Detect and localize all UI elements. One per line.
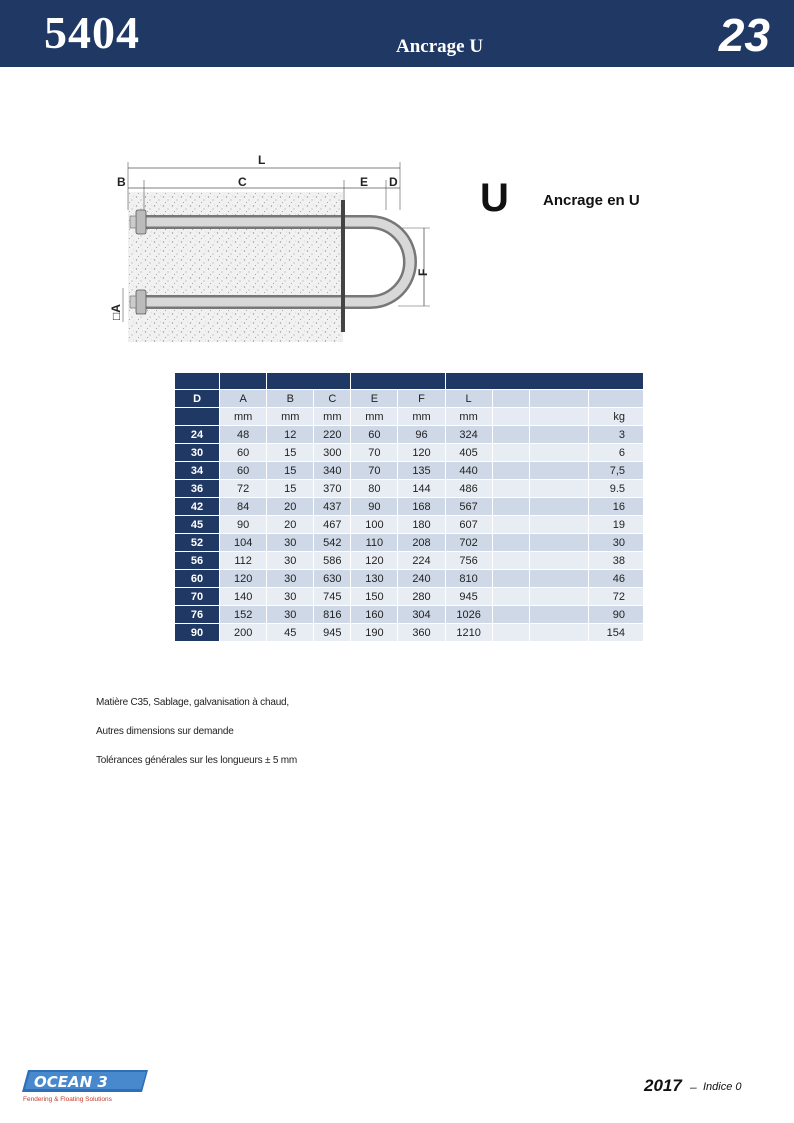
table-cell: 437 (314, 498, 350, 515)
table-cell: 144 (398, 480, 444, 497)
product-code: 5404 (44, 7, 140, 58)
table-cell: 60 (351, 426, 397, 443)
table-header-cell (493, 390, 529, 407)
table-row (175, 498, 643, 515)
diameter-cell: 76 (175, 606, 219, 623)
dim-label-D: D (389, 175, 398, 189)
table-cell (530, 552, 588, 569)
table-header-cell: D (175, 390, 219, 407)
table-cell: 810 (446, 570, 492, 587)
diameter-cell: 36 (175, 480, 219, 497)
table-cell: 180 (398, 516, 444, 533)
logo-tagline: Fendering & Floating Solutions (23, 1096, 112, 1103)
table-cell: 30 (589, 534, 643, 551)
table-cell: 70 (351, 462, 397, 479)
table-unit-cell: mm (398, 408, 444, 425)
table-cell: 745 (314, 588, 350, 605)
table-top-bar (175, 373, 643, 389)
table-cell: 60 (220, 462, 266, 479)
table-unit-cell (175, 408, 219, 425)
table-cell: 567 (446, 498, 492, 515)
dim-label-B: B (117, 175, 126, 189)
table-cell: 46 (589, 570, 643, 587)
table-cell: 586 (314, 552, 350, 569)
table-cell: 370 (314, 480, 350, 497)
table-cell: 120 (351, 552, 397, 569)
table-cell: 30 (267, 588, 313, 605)
table-cell: 90 (351, 498, 397, 515)
table-cell: 70 (351, 444, 397, 461)
table-cell: 90 (220, 516, 266, 533)
table-header-cell: C (314, 390, 350, 407)
table-cell: 945 (446, 588, 492, 605)
nut-top (136, 210, 146, 234)
table-cell: 45 (267, 624, 313, 641)
diameter-cell: 34 (175, 462, 219, 479)
table-cell (493, 444, 529, 461)
note-material: Matière C35, Sablage, galvanisation à chaud, (96, 697, 289, 708)
table-cell (493, 516, 529, 533)
table-cell: 6 (589, 444, 643, 461)
table-unit-cell (530, 408, 588, 425)
table-header-cell: B (267, 390, 313, 407)
table-cell: 130 (351, 570, 397, 587)
table-cell: 405 (446, 444, 492, 461)
footer-year: 2017 (644, 1076, 682, 1095)
diameter-cell: 56 (175, 552, 219, 569)
table-header-cell: L (446, 390, 492, 407)
footer-separator: – (690, 1080, 697, 1094)
table-header-cell: F (398, 390, 444, 407)
table-cell: 7,5 (589, 462, 643, 479)
page-number: 23 (718, 9, 770, 61)
table-cell (493, 588, 529, 605)
dim-label-E: E (360, 175, 369, 189)
table-cell: 48 (220, 426, 266, 443)
table-cell (530, 570, 588, 587)
table-row (175, 570, 643, 587)
table-cell: 150 (351, 588, 397, 605)
table-cell: 20 (267, 498, 313, 515)
table-cell: 110 (351, 534, 397, 551)
diameter-cell: 52 (175, 534, 219, 551)
table-cell: 756 (446, 552, 492, 569)
table-cell (493, 426, 529, 443)
table-cell: 120 (398, 444, 444, 461)
table-header-row (175, 390, 643, 407)
table-cell: 16 (589, 498, 643, 515)
table-cell: 38 (589, 552, 643, 569)
table-cell: 120 (220, 570, 266, 587)
product-caption: Ancrage en U (543, 192, 640, 209)
table-cell (530, 534, 588, 551)
table-cell (530, 462, 588, 479)
table-cell (530, 480, 588, 497)
ocean3-logo (22, 1066, 152, 1106)
table-cell: 80 (351, 480, 397, 497)
table-cell: 15 (267, 480, 313, 497)
table-cell: 360 (398, 624, 444, 641)
footer-indice: Indice 0 (703, 1081, 742, 1093)
diameter-cell: 90 (175, 624, 219, 641)
table-cell (530, 606, 588, 623)
page-title: Ancrage U (396, 36, 484, 57)
diameter-cell: 30 (175, 444, 219, 461)
dim-label-C: C (238, 175, 247, 189)
table-cell: 467 (314, 516, 350, 533)
diameter-cell: 70 (175, 588, 219, 605)
anchor-plate (341, 200, 345, 332)
table-cell: 542 (314, 534, 350, 551)
logo-text: OCEAN 3 (34, 1073, 108, 1091)
dim-label-A: □A (109, 304, 123, 320)
table-cell (493, 534, 529, 551)
dimensions-table (174, 372, 644, 642)
table-cell: 15 (267, 444, 313, 461)
table-cell: 72 (589, 588, 643, 605)
table-header-cell: E (351, 390, 397, 407)
table-row (175, 480, 643, 497)
diameter-cell: 60 (175, 570, 219, 587)
table-cell: 324 (446, 426, 492, 443)
table-cell: 280 (398, 588, 444, 605)
table-cell: 104 (220, 534, 266, 551)
table-units-row (175, 408, 643, 425)
table-cell: 240 (398, 570, 444, 587)
table-header-cell (589, 390, 643, 407)
table-cell: 190 (351, 624, 397, 641)
table-row (175, 444, 643, 461)
table-cell: 224 (398, 552, 444, 569)
product-symbol: U (480, 176, 509, 220)
table-cell (493, 552, 529, 569)
dim-label-L: L (258, 153, 266, 167)
table-cell: 200 (220, 624, 266, 641)
table-cell (530, 498, 588, 515)
table-cell: 3 (589, 426, 643, 443)
table-cell: 100 (351, 516, 397, 533)
table-row (175, 516, 643, 533)
table-row (175, 462, 643, 479)
table-cell: 15 (267, 462, 313, 479)
table-cell: 1026 (446, 606, 492, 623)
table-row (175, 426, 643, 443)
table-cell: 20 (267, 516, 313, 533)
table-cell: 84 (220, 498, 266, 515)
table-unit-cell (493, 408, 529, 425)
table-cell: 152 (220, 606, 266, 623)
concrete-block (128, 192, 343, 342)
table-cell: 30 (267, 570, 313, 587)
table-cell: 220 (314, 426, 350, 443)
table-unit-cell: mm (220, 408, 266, 425)
diameter-cell: 42 (175, 498, 219, 515)
table-cell: 160 (351, 606, 397, 623)
table-cell: 19 (589, 516, 643, 533)
u-anchor-drawing (108, 150, 438, 350)
table-cell: 168 (398, 498, 444, 515)
table-cell: 135 (398, 462, 444, 479)
table-unit-cell: mm (267, 408, 313, 425)
table-cell: 112 (220, 552, 266, 569)
table-unit-cell: mm (314, 408, 350, 425)
table-cell: 486 (446, 480, 492, 497)
table-cell: 30 (267, 534, 313, 551)
table-cell (530, 426, 588, 443)
table-cell (493, 462, 529, 479)
table-row (175, 552, 643, 569)
table-cell: 90 (589, 606, 643, 623)
table-cell (530, 588, 588, 605)
diameter-cell: 45 (175, 516, 219, 533)
table-cell: 304 (398, 606, 444, 623)
table-unit-cell: mm (351, 408, 397, 425)
table-cell (493, 570, 529, 587)
table-header-cell: A (220, 390, 266, 407)
table-cell (530, 624, 588, 641)
table-cell (530, 444, 588, 461)
table-cell: 340 (314, 462, 350, 479)
table-unit-cell: mm (446, 408, 492, 425)
table-cell: 702 (446, 534, 492, 551)
table-cell: 9.5 (589, 480, 643, 497)
header-bar (0, 0, 794, 67)
table-cell: 140 (220, 588, 266, 605)
diameter-cell: 24 (175, 426, 219, 443)
table-cell: 208 (398, 534, 444, 551)
note-tolerances: Tolérances générales sur les longueurs ± 5 mm (96, 755, 298, 766)
table-cell: 96 (398, 426, 444, 443)
table-cell: 12 (267, 426, 313, 443)
table-cell (493, 606, 529, 623)
table-row (175, 606, 643, 623)
dim-label-F: F (416, 268, 430, 276)
table-cell (493, 480, 529, 497)
table-cell: 945 (314, 624, 350, 641)
table-cell: 607 (446, 516, 492, 533)
table-cell: 72 (220, 480, 266, 497)
table-cell (493, 624, 529, 641)
table-cell: 816 (314, 606, 350, 623)
nut-bottom (136, 290, 146, 314)
table-row (175, 588, 643, 605)
table-cell: 30 (267, 552, 313, 569)
table-cell (493, 498, 529, 515)
table-unit-cell: kg (589, 408, 643, 425)
table-row (175, 534, 643, 551)
table-cell: 60 (220, 444, 266, 461)
table-cell: 630 (314, 570, 350, 587)
table-cell: 300 (314, 444, 350, 461)
table-cell: 30 (267, 606, 313, 623)
table-header-cell (530, 390, 588, 407)
table-row (175, 624, 643, 641)
table-cell: 1210 (446, 624, 492, 641)
table-cell (530, 516, 588, 533)
table-cell: 154 (589, 624, 643, 641)
note-dimensions: Autres dimensions sur demande (96, 726, 234, 737)
table-cell: 440 (446, 462, 492, 479)
